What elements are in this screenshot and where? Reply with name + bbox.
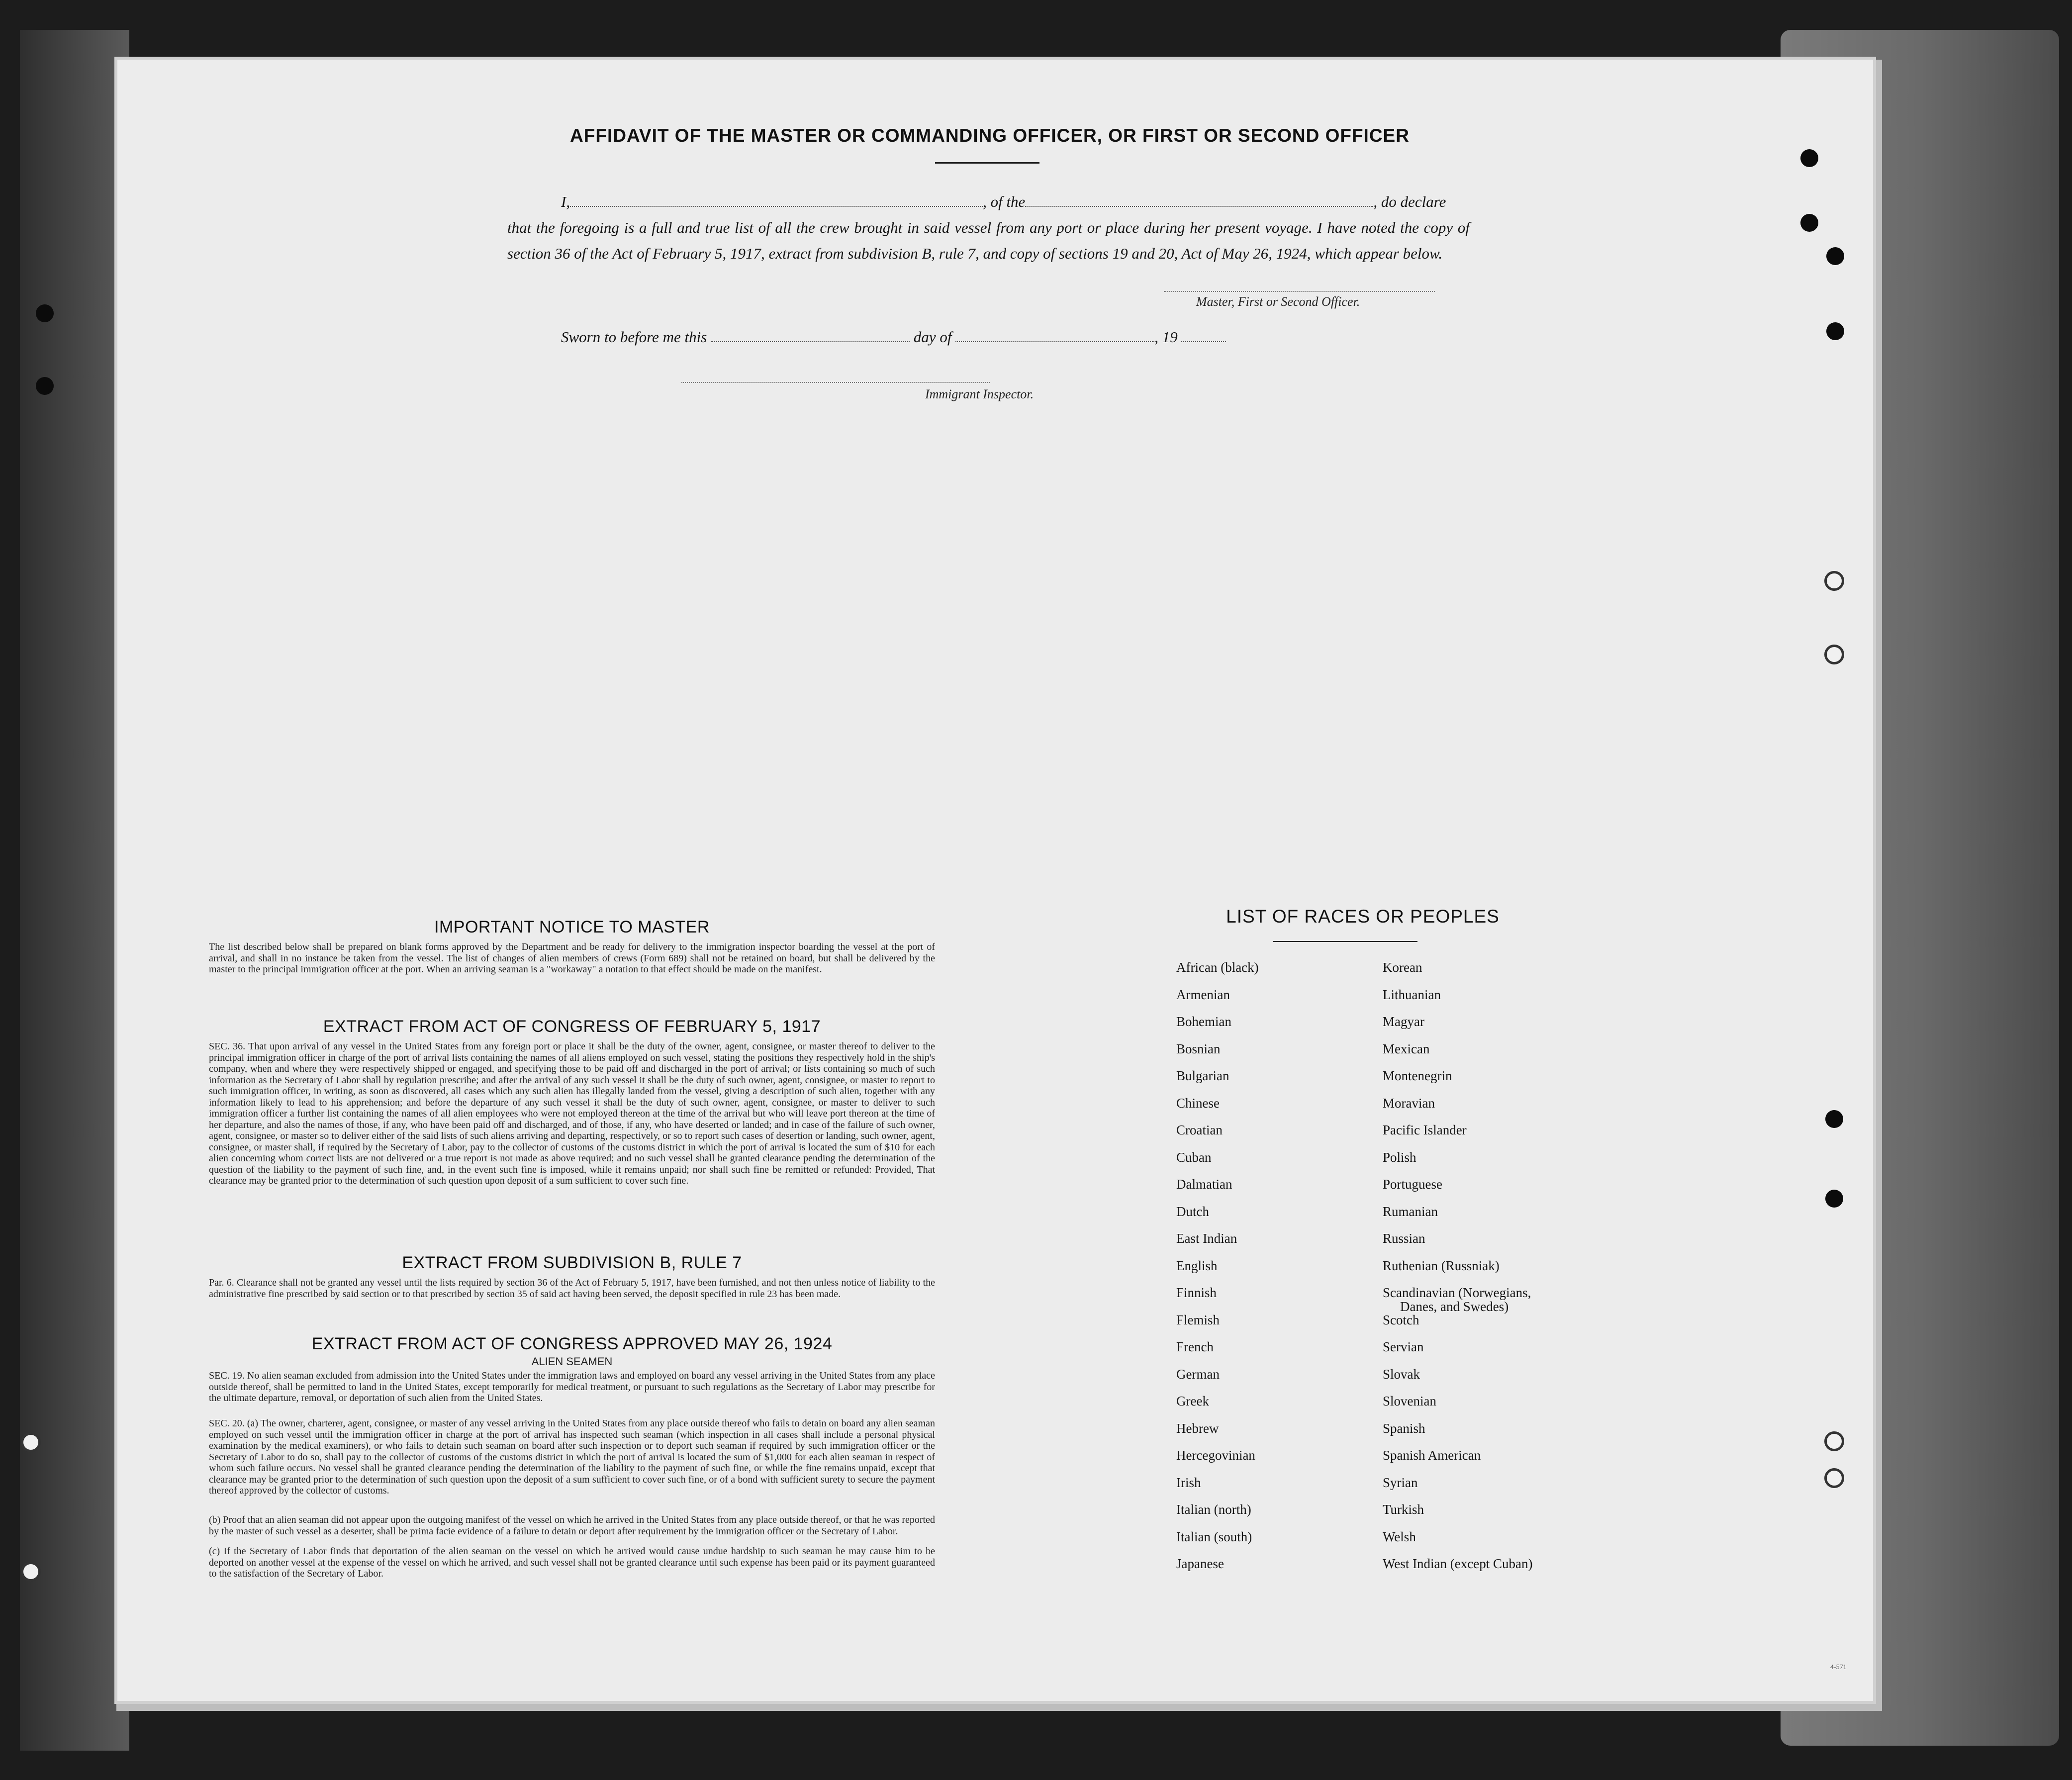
binder-hole (1826, 322, 1844, 340)
race-item: Cuban (1176, 1150, 1212, 1165)
binder-hole (1824, 571, 1844, 591)
race-item: Lithuanian (1383, 987, 1441, 1002)
race-item: English (1176, 1258, 1218, 1273)
title-rule (935, 162, 1039, 164)
extract-1917-text: SEC. 36. That upon arrival of any vessel in the United States from any foreign port or place it shall be the duty of the owner, agent, consignee, or master thereof to deliver to the principal immigration officer in charge of the port of arrival lists containing the names of all aliens employed on such vessel, stating the positions they respectively hold in the ship's company, when and where they were respectively shipped or engaged, and specifying those to be paid off and discharged in the port of arrival; or lists containing so much of such information as the Secretary of Labor shall by regulation prescribe; and after the arrival of any such vessel it shall be the duty of such owner, agent, consignee, or master to report to such immigration officer, in writing, as soon as discovered, all cases which any such alien has illegally landed from the vessel, giving a description of such alien, together with any information likely to lead to his apprehension; and before the departure of any such vessel it shall be the duty of such owner, agent, consignee, or master to deliver to such immigration officer a further list containing the names of all alien employees who were not employed thereon at the time of the arrival but who will leave port thereon at the time of her departure, and also the names of those, if any, who have been paid off and discharged, and of those, if any, who have deserted or landed; and in case of the failure of such owner, agent, consignee, or master so to deliver either of the said lists of such aliens arriving and departing, respectively, or so to report such cases of desertion or landing, such owner, agent, consignee, or master shall, if required by the Secretary of Labor, pay to the collector of customs of the customs district in which the port of arrival is located the sum of $10 for each alien concerning whom correct lists are not delivered or a true report is not made as above required; and no such vessel shall be granted clearance pending the determination of the question of the liability to the payment of such fine, and, in the event such fine is imposed, while it remains unpaid; nor shall such fine be remitted or refunded: Provided, That clearance may be granted prior to the determination of such question upon deposit of a sum sufficient to cover such fine. (209, 1041, 935, 1186)
race-item: Spanish (1383, 1421, 1425, 1436)
race-item: Scandinavian (Norwegians, (1383, 1285, 1531, 1300)
sworn-label: Sworn to before me this (561, 328, 707, 346)
vessel-blank[interactable] (1025, 193, 1373, 207)
race-item: Bosnian (1176, 1041, 1221, 1056)
race-item: African (black) (1176, 960, 1259, 975)
race-item: Turkish (1383, 1502, 1424, 1517)
binder-hole (36, 304, 54, 322)
races-title-rule (1273, 941, 1417, 942)
sec20b-text: (b) Proof that an alien seaman did not appear upon the outgoing manifest of the vessel on which he arrived in the United States from any place outside thereof, or that he was reported by the master of such vessel as a deserter, shall be prima facie evidence of a failure to detain or deport after requirement by the immigration officer or the Secretary of Labor. (209, 1514, 935, 1537)
race-item: Pacific Islander (1383, 1123, 1467, 1137)
race-item: Welsh (1383, 1529, 1416, 1544)
master-caption: Master, First or Second Officer. (1196, 294, 1360, 309)
notice-text: The list described below shall be prepared on blank forms approved by the Department and be ready for delivery to the immigration inspector boarding the vessel at the port of arrival, and shall in no instance be taken from the vessel. The list of changes of alien members of crews (Form 689) shall not be retained on board, but shall be delivered by the master to the principal immigration officer at the port. When an arriving seaman is a "workaway" a notation to that effect should be made on the manifest. (209, 941, 935, 975)
race-item: Rumanian (1383, 1204, 1438, 1219)
binder-hole (1824, 1431, 1844, 1451)
race-item: French (1176, 1339, 1214, 1354)
sec20c-text: (c) If the Secretary of Labor finds that deportation of the alien seaman on the vessel on which he arrived would cause undue hardship to such seaman he may cause him to be deported on another vessel at the expense of the vessel on which he arrived, and such vessel shall not be granted clearance until such expense has been paid or its payment guaranteed to the satisfaction of the Secretary of Labor. (209, 1546, 935, 1579)
race-item: Chinese (1176, 1096, 1220, 1111)
name-blank[interactable] (570, 193, 983, 207)
binder-hole (1824, 1468, 1844, 1488)
race-item: Slovenian (1383, 1394, 1436, 1408)
race-item: Italian (north) (1176, 1502, 1251, 1517)
notice-title: IMPORTANT NOTICE TO MASTER (434, 918, 710, 937)
binder-hole (21, 1562, 41, 1582)
race-item: Italian (south) (1176, 1529, 1252, 1544)
race-item: Korean (1383, 960, 1422, 975)
affidavit-title: AFFIDAVIT OF THE MASTER OR COMMANDING OFFICER, OR FIRST OR SECOND OFFICER (570, 125, 1410, 146)
binder-hole (21, 1432, 41, 1452)
race-item: West Indian (except Cuban) (1383, 1556, 1533, 1571)
race-item: Slovak (1383, 1367, 1420, 1382)
year-label: , 19 (1154, 328, 1178, 346)
race-item: Servian (1383, 1339, 1424, 1354)
race-item: Spanish American (1383, 1448, 1481, 1463)
sec19-text: SEC. 19. No alien seaman excluded from admission into the United States under the immigration laws and employed on board any vessel arriving in the United States from any place outside thereof, shall be permitted to land in the United States, except temporarily for medical treatment, or pursuant to such regulations as the Secretary of Labor may prescribe for the ultimate departure, removal, or deportation of such alien from the United States. (209, 1370, 935, 1404)
month-blank[interactable] (955, 328, 1154, 342)
extract-1924-title: EXTRACT FROM ACT OF CONGRESS APPROVED MAY 26, 1924 (311, 1334, 833, 1353)
sworn-line (561, 328, 1226, 346)
affidavit-text: that the foregoing is a full and true list of all the crew brought in said vessel from any port or place during her present voyage. I have noted the copy of section 36 of the Act of February 5, 1917, extract from subdivision B, rule 7, and copy of sections 19 and 20, Act of May 26, 1924, which appear below. (507, 219, 1470, 262)
race-item: Syrian (1383, 1475, 1418, 1490)
race-item: Bulgarian (1176, 1068, 1229, 1083)
races-title: LIST OF RACES OR PEOPLES (1226, 906, 1500, 927)
race-item: Hebrew (1176, 1421, 1219, 1436)
binder-hole (1800, 149, 1818, 167)
sec20a-text: SEC. 20. (a) The owner, charterer, agent, consignee, or master of any vessel arriving in the United States from any place outside thereof who fails to detain on board any alien seaman employed on such vessel until the immigration officer in charge at the port of arrival has inspected such seaman (which inspection in all cases shall include a personal physical examination by the medical examiners), or who fails to detain such seaman on board after such inspection or to deport such seaman if required by such immigration officer or the Secretary of Labor to do so, shall pay to the collector of customs of the customs district in which the port of arrival is located the sum of $1,000 for each alien seaman in respect of whom such failure occurs. No vessel shall be granted clearance pending the determination of the liability to the payment of such fine, or while the fine remains unpaid, except that clearance may be granted prior to the determination of such question upon the deposit of a sum sufficient to cover such fine, or of a bond with sufficient surety to secure the payment thereof approved by the collector of customs. (209, 1418, 935, 1496)
race-item: Mexican (1383, 1041, 1430, 1056)
race-item: Magyar (1383, 1014, 1424, 1029)
day-of-label: day of (913, 328, 952, 346)
race-item: Dalmatian (1176, 1177, 1232, 1192)
binder-hole (1800, 214, 1818, 232)
form-number: 4-571 (1830, 1664, 1847, 1671)
binder-hole (1826, 247, 1844, 265)
race-item: Portuguese (1383, 1177, 1442, 1192)
race-item: Montenegrin (1383, 1068, 1452, 1083)
race-item: Ruthenian (Russniak) (1383, 1258, 1500, 1273)
affidavit-declaration-line (507, 189, 1470, 215)
race-item: Moravian (1383, 1096, 1435, 1111)
of-the-label: , of the (983, 193, 1026, 210)
race-item: Bohemian (1176, 1014, 1231, 1029)
affidavit-body (507, 189, 1470, 267)
day-blank[interactable] (711, 328, 910, 342)
binder-hole (1825, 1110, 1843, 1128)
race-item: Danes, and Swedes) (1400, 1299, 1509, 1314)
race-item: Irish (1176, 1475, 1201, 1490)
race-item: Armenian (1176, 987, 1230, 1002)
race-item: Greek (1176, 1394, 1209, 1408)
race-item: Croatian (1176, 1123, 1223, 1137)
left-background-strip (20, 30, 129, 1751)
inspector-caption: Immigrant Inspector. (925, 387, 1034, 401)
race-item: Finnish (1176, 1285, 1217, 1300)
alien-seamen-subtitle: ALIEN SEAMEN (531, 1355, 613, 1368)
master-signature-line[interactable] (1164, 291, 1435, 292)
race-item: Japanese (1176, 1556, 1224, 1571)
race-item: Polish (1383, 1150, 1416, 1165)
extract-1917-title: EXTRACT FROM ACT OF CONGRESS OF FEBRUARY 5, 1917 (323, 1017, 821, 1036)
rule7-text: Par. 6. Clearance shall not be granted any vessel until the lists required by section 36 of the Act of February 5, 1917, have been furnished, and not then unless notice of liability to the administrative fine prescribed by said section or to that prescribed by section 35 of said act having been served, the deposit specified in rule 23 has been made. (209, 1277, 935, 1300)
year-blank[interactable] (1181, 328, 1226, 342)
inspector-signature-line[interactable] (681, 382, 990, 383)
binder-hole (1825, 1190, 1843, 1208)
binder-hole (36, 377, 54, 395)
i-label: I, (561, 193, 570, 210)
rule7-title: EXTRACT FROM SUBDIVISION B, RULE 7 (402, 1253, 742, 1272)
race-item: Hercegovinian (1176, 1448, 1255, 1463)
race-item: Scotch (1383, 1312, 1419, 1327)
race-item: German (1176, 1367, 1220, 1382)
race-item: East Indian (1176, 1231, 1237, 1246)
race-item: Flemish (1176, 1312, 1220, 1327)
race-item: Russian (1383, 1231, 1425, 1246)
race-item: Dutch (1176, 1204, 1209, 1219)
declare-label: , do declare (1373, 193, 1446, 210)
binder-hole (1824, 645, 1844, 664)
